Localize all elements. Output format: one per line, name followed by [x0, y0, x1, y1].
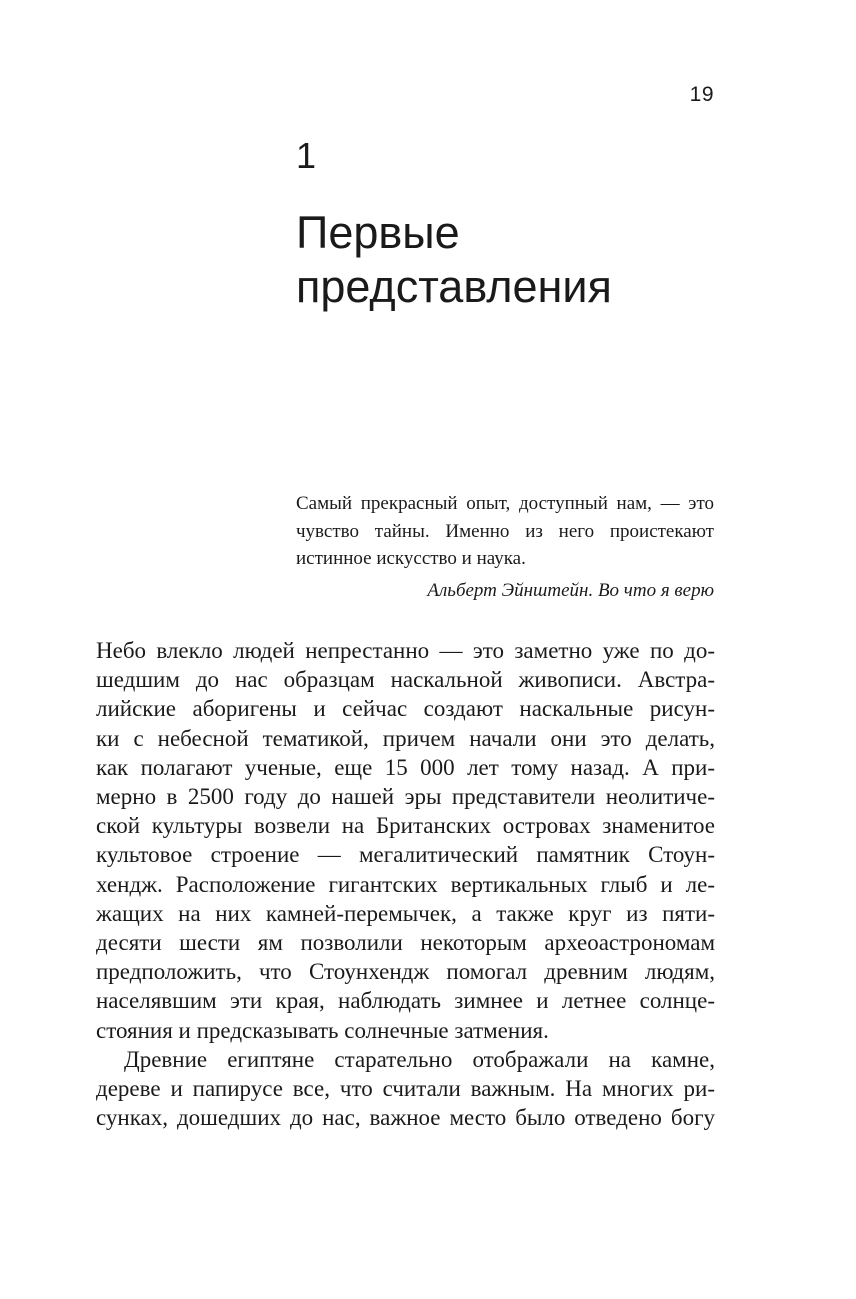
body-text	[96, 636, 715, 1132]
chapter-title-line-1: Первые	[296, 207, 460, 258]
text-line: предположить, что Стоунхендж помогал древним людям,	[96, 959, 715, 985]
page-number: 19	[689, 83, 714, 106]
text-line: культовое строение — мегалитический памятник Стоун-	[96, 842, 715, 868]
text-line: ской культуры возвели на Британских островах знаменитое	[96, 813, 715, 839]
text-line: Небо влекло людей непрестанно — это заметно уже по до-	[96, 638, 715, 663]
text-line: стояния и предсказывать солнечные затмения.	[96, 1017, 549, 1043]
epigraph-quote: Самый прекрасный опыт, доступный нам, — это чувство тайны. Именно из него проистекают истинное искусство и наука.	[296, 493, 714, 569]
text-line: Древние египтяне старательно отображали на камне,	[124, 1046, 715, 1072]
text-line: ки с небесной тематикой, причем начали они это делать,	[96, 725, 715, 751]
chapter-title-line-2: представления	[296, 261, 612, 312]
chapter-number: 1	[296, 135, 317, 176]
epigraph	[296, 490, 714, 604]
text-line: десяти шести ям позволили некоторым археоастрономам	[96, 930, 715, 956]
text-line: мерно в 2500 году до нашей эры представители неолитиче-	[96, 784, 715, 810]
text-line: шедшим до нас образцам наскальной живописи. Австра-	[96, 667, 715, 693]
text-line: жащих на них камней-перемычек, а также круг из пяти-	[96, 900, 715, 926]
text-line: населявшим эти края, наблюдать зимнее и летнее солнце-	[96, 988, 715, 1014]
text-line: лийские аборигены и сейчас создают наскальные рисун-	[96, 696, 715, 722]
text-line: хендж. Расположение гигантских вертикальных глыб и ле-	[96, 871, 715, 897]
text-line: сунках, дошедших до нас, важное место было отведено богу	[96, 1105, 715, 1131]
paragraph-1	[96, 636, 715, 1045]
chapter-title	[296, 206, 612, 314]
text-line: как полагают ученые, еще 15 000 лет тому назад. А при-	[96, 754, 715, 780]
paragraph-2	[96, 1045, 715, 1133]
text-line: дереве и папирусе все, что считали важным. На многих ри-	[96, 1076, 715, 1102]
epigraph-attribution: Альберт Эйнштейн. Во что я верю	[427, 579, 714, 601]
